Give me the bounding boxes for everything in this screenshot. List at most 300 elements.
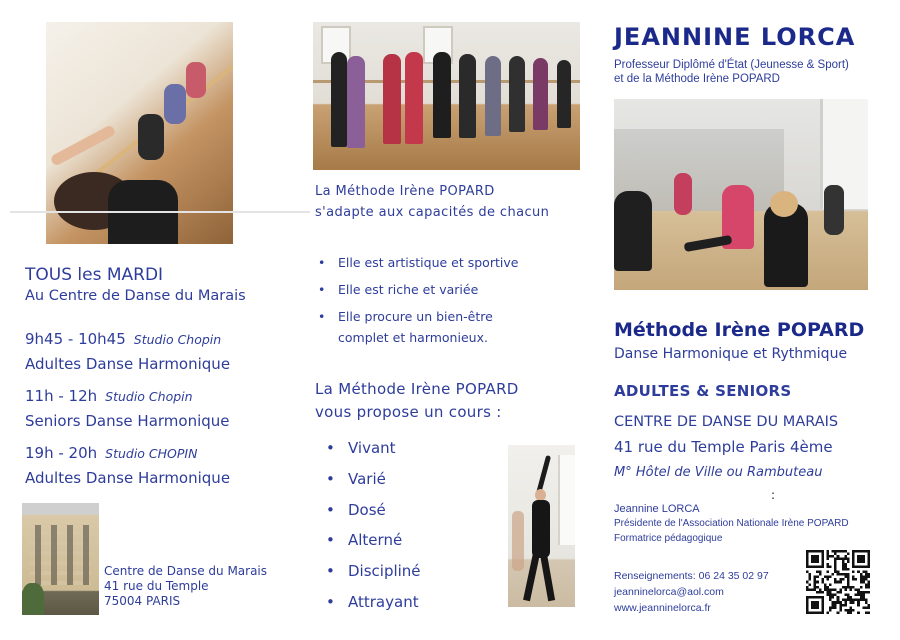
qr-module	[837, 555, 840, 558]
qr-module	[839, 604, 842, 607]
building-windows	[30, 525, 91, 585]
contact-role: Présidente de l'Association Nationale Irène POPARD	[614, 518, 849, 529]
qr-module	[834, 581, 837, 584]
qr-module	[847, 576, 850, 579]
qr-module	[826, 576, 829, 579]
qr-module	[834, 588, 837, 591]
list-item: • Dosé	[348, 495, 421, 526]
qr-module	[834, 560, 837, 563]
qr-module	[814, 583, 817, 586]
qr-module	[826, 563, 829, 566]
qr-module	[865, 586, 868, 589]
qr-module	[844, 588, 847, 591]
qr-module	[847, 586, 850, 589]
course-proposal	[315, 378, 519, 424]
qr-module	[862, 594, 865, 597]
qr-module	[816, 586, 819, 589]
qr-module	[857, 601, 860, 604]
qr-module	[850, 599, 853, 602]
qr-module	[826, 594, 829, 597]
qr-module	[842, 586, 845, 589]
qr-module	[850, 596, 853, 599]
qr-module	[839, 588, 842, 591]
qr-code-icon	[806, 550, 870, 614]
schedule-venue: Au Centre de Danse du Marais	[25, 288, 246, 304]
qr-module	[852, 570, 855, 573]
qr-module	[860, 581, 863, 584]
qr-module	[850, 611, 853, 614]
qr-module	[814, 588, 817, 591]
email-link[interactable]: jeanninelorca@aol.com	[614, 586, 724, 598]
qr-module	[829, 583, 832, 586]
qr-module	[839, 573, 842, 576]
method-intro-line: s'adapte aux capacités de chacun	[315, 205, 550, 220]
qr-module	[834, 594, 837, 597]
qr-module	[847, 553, 850, 556]
qr-module	[837, 573, 840, 576]
qr-module	[834, 553, 837, 556]
dancer-figure	[485, 56, 501, 136]
qr-module	[844, 568, 847, 571]
qr-module	[829, 599, 832, 602]
qr-module	[837, 591, 840, 594]
qr-module	[826, 611, 829, 614]
qr-module	[860, 573, 863, 576]
session	[25, 327, 230, 384]
session-studio: Studio CHOPIN	[105, 446, 198, 461]
qr-module	[844, 576, 847, 579]
qr-module	[850, 586, 853, 589]
qr-module	[862, 596, 865, 599]
contact-block	[614, 502, 849, 546]
qr-module	[824, 586, 827, 589]
session-class: Adultes Danse Harmonique	[25, 469, 231, 487]
info-block	[614, 568, 769, 616]
qr-module	[867, 591, 870, 594]
dancer-figure	[347, 56, 365, 148]
qr-module	[844, 594, 847, 597]
list-item: • Attrayant	[348, 587, 421, 618]
session-time-row	[25, 441, 230, 466]
session-studio: Studio Chopin	[105, 389, 193, 404]
qr-module	[839, 609, 842, 612]
qr-module	[814, 581, 817, 584]
qr-module	[809, 573, 812, 576]
qr-module	[824, 588, 827, 591]
qr-module	[829, 606, 832, 609]
teacher-name: JEANNINE LORCA	[614, 23, 856, 51]
qr-module	[837, 581, 840, 584]
method-subtitle: Danse Harmonique et Rythmique	[614, 346, 848, 362]
qr-module	[842, 599, 845, 602]
qr-module	[852, 601, 855, 604]
method-qualities-list	[338, 252, 528, 354]
dancer-figure	[164, 84, 186, 124]
qr-module	[860, 586, 863, 589]
qr-module	[867, 583, 870, 586]
qr-module	[839, 578, 842, 581]
qr-module	[862, 576, 865, 579]
dancer-body	[532, 500, 550, 558]
audience-label: ADULTES & SENIORS	[614, 382, 792, 400]
qr-module	[824, 583, 827, 586]
qr-module	[867, 573, 870, 576]
qr-module	[857, 594, 860, 597]
divider	[10, 211, 310, 213]
course-traits-list	[348, 433, 421, 618]
qr-module	[839, 581, 842, 584]
qr-module	[844, 550, 847, 553]
qr-module	[826, 553, 829, 556]
qr-module	[847, 558, 850, 561]
list-item: • Discipliné	[348, 556, 421, 587]
qr-module	[862, 606, 865, 609]
qr-module	[865, 583, 868, 586]
background-figure	[512, 511, 524, 571]
qr-module	[867, 611, 870, 614]
qr-module	[850, 609, 853, 612]
qr-module	[857, 570, 860, 573]
qr-module	[852, 578, 855, 581]
dancer-leg	[684, 235, 733, 252]
photo-chair-class	[614, 99, 868, 290]
qr-module	[847, 599, 850, 602]
qr-module	[826, 588, 829, 591]
qr-module	[816, 581, 819, 584]
qr-module	[826, 586, 829, 589]
qr-module	[826, 550, 829, 553]
phone-line: Renseignements: 06 24 35 02 97	[614, 570, 769, 582]
list-item: • Alterné	[348, 525, 421, 556]
qr-module	[834, 568, 837, 571]
list-item: • Vivant	[348, 433, 421, 464]
course-proposal-line: La Méthode Irène POPARD	[315, 380, 519, 398]
qr-module	[829, 555, 832, 558]
method-intro-line: La Méthode Irène POPARD	[315, 184, 495, 199]
qr-module	[806, 570, 809, 573]
qr-module	[839, 601, 842, 604]
qr-module	[844, 565, 847, 568]
qr-module	[857, 591, 860, 594]
dancer-figure	[433, 52, 451, 138]
list-item: • Elle est artistique et sportive	[338, 252, 528, 273]
qr-module	[844, 609, 847, 612]
photo-dancer	[508, 445, 575, 607]
qr-module	[829, 596, 832, 599]
qr-module	[847, 581, 850, 584]
dancer-figure	[614, 191, 652, 271]
qr-module	[829, 576, 832, 579]
list-item: • Varié	[348, 464, 421, 495]
dancer-figure	[533, 58, 548, 130]
session-time-row	[25, 384, 230, 409]
qr-module	[862, 599, 865, 602]
qr-module	[834, 558, 837, 561]
qr-module	[837, 611, 840, 614]
session-time: 11h - 12h	[25, 387, 98, 405]
dancer-hair	[770, 191, 798, 217]
qr-module	[857, 599, 860, 602]
qr-module	[837, 601, 840, 604]
course-proposal-line: vous propose un cours :	[315, 403, 502, 421]
qr-module	[826, 558, 829, 561]
dancer-figure	[824, 185, 844, 235]
qr-module	[819, 573, 822, 576]
qr-module	[865, 591, 868, 594]
qr-module	[842, 550, 845, 553]
session-time-row	[25, 327, 230, 352]
qr-module	[816, 591, 819, 594]
dancer-figure	[674, 173, 692, 215]
qr-module	[837, 550, 840, 553]
venue-address: 41 rue du Temple Paris 4ème	[614, 438, 833, 456]
qr-module	[850, 588, 853, 591]
qr-module	[829, 591, 832, 594]
qr-finder	[811, 555, 819, 563]
qr-module	[844, 563, 847, 566]
qr-module	[860, 578, 863, 581]
qr-module	[847, 609, 850, 612]
qr-module	[834, 550, 837, 553]
qr-module	[816, 576, 819, 579]
window	[558, 455, 575, 545]
qr-module	[837, 558, 840, 561]
qr-module	[865, 570, 868, 573]
qr-module	[809, 578, 812, 581]
qr-module	[852, 599, 855, 602]
qr-module	[824, 576, 827, 579]
qr-module	[839, 550, 842, 553]
session	[25, 384, 230, 441]
qr-module	[852, 576, 855, 579]
qr-module	[826, 555, 829, 558]
qr-module	[865, 576, 868, 579]
qr-module	[834, 570, 837, 573]
session-class: Adultes Danse Harmonique	[25, 355, 231, 373]
venue-name: CENTRE DE DANSE DU MARAIS	[614, 414, 839, 430]
session	[25, 441, 230, 498]
website-link[interactable]: www.jeanninelorca.fr	[614, 602, 711, 614]
address-line: Centre de Danse du Marais	[104, 564, 268, 578]
qr-module	[852, 609, 855, 612]
qr-module	[844, 555, 847, 558]
qr-module	[855, 594, 858, 597]
dancer-figure	[186, 62, 206, 98]
qr-module	[847, 578, 850, 581]
method-title: Méthode Irène POPARD	[614, 319, 865, 341]
qr-module	[834, 606, 837, 609]
qr-module	[865, 599, 868, 602]
dancer-arm	[50, 124, 117, 167]
qr-module	[844, 586, 847, 589]
qr-module	[821, 581, 824, 584]
qr-module	[855, 588, 858, 591]
qr-module	[814, 578, 817, 581]
qr-module	[862, 570, 865, 573]
qr-module	[852, 586, 855, 589]
qr-module	[814, 576, 817, 579]
address-line: 75004 PARIS	[104, 594, 181, 608]
qr-module	[834, 563, 837, 566]
session-studio: Studio Chopin	[133, 332, 222, 347]
qr-module	[855, 578, 858, 581]
qr-module	[860, 591, 863, 594]
dancer-figure	[138, 114, 164, 160]
session-class: Seniors Danse Harmonique	[25, 412, 230, 430]
qr-module	[865, 573, 868, 576]
qr-module	[862, 581, 865, 584]
dancer-figure	[383, 54, 401, 144]
qr-module	[842, 558, 845, 561]
qr-module	[847, 568, 850, 571]
qr-module	[832, 594, 835, 597]
qr-module	[839, 606, 842, 609]
qr-module	[847, 596, 850, 599]
dancer-figure	[459, 54, 476, 138]
session-list	[25, 327, 230, 498]
dancer-figure	[509, 56, 525, 132]
qr-module	[860, 599, 863, 602]
dancer-figure	[331, 52, 347, 147]
qr-module	[826, 591, 829, 594]
qr-module	[857, 588, 860, 591]
credential-line: Professeur Diplômé d'État (Jeunesse & Sport)	[614, 59, 849, 71]
qr-module	[829, 594, 832, 597]
qr-module	[832, 601, 835, 604]
qr-module	[865, 606, 868, 609]
qr-module	[850, 606, 853, 609]
qr-module	[842, 604, 845, 607]
qr-module	[829, 588, 832, 591]
qr-module	[839, 558, 842, 561]
metro-info: M° Hôtel de Ville ou Rambuteau	[614, 465, 823, 480]
dancer-figure	[557, 60, 571, 128]
qr-module	[865, 578, 868, 581]
contact-name: Jeannine LORCA	[614, 503, 700, 515]
qr-module	[844, 558, 847, 561]
qr-module	[857, 611, 860, 614]
schedule-heading: TOUS les MARDI	[25, 265, 164, 285]
teacher-credentials	[614, 58, 849, 86]
qr-module	[855, 599, 858, 602]
qr-module	[832, 588, 835, 591]
venue-address-block	[104, 564, 267, 609]
qr-module	[834, 604, 837, 607]
photo-barre-class	[313, 22, 580, 170]
qr-module	[842, 573, 845, 576]
qr-module	[867, 581, 870, 584]
qr-module	[819, 570, 822, 573]
qr-module	[819, 591, 822, 594]
qr-module	[867, 606, 870, 609]
qr-module	[842, 578, 845, 581]
qr-module	[821, 578, 824, 581]
qr-module	[867, 586, 870, 589]
qr-module	[847, 611, 850, 614]
qr-module	[832, 550, 835, 553]
qr-module	[806, 588, 809, 591]
qr-module	[847, 583, 850, 586]
qr-module	[837, 596, 840, 599]
qr-module	[809, 588, 812, 591]
qr-module	[834, 601, 837, 604]
qr-module	[837, 570, 840, 573]
list-item: • Elle est riche et variée	[338, 279, 528, 300]
qr-module	[860, 594, 863, 597]
qr-module	[847, 573, 850, 576]
qr-module	[834, 565, 837, 568]
qr-module	[867, 576, 870, 579]
qr-module	[860, 576, 863, 579]
address-line: 41 rue du Temple	[104, 579, 209, 593]
qr-module	[844, 604, 847, 607]
session-time: 19h - 20h	[25, 444, 98, 462]
list-item: • Elle procure un bien-être complet et harmonieux.	[338, 306, 528, 348]
qr-module	[832, 555, 835, 558]
qr-module	[816, 570, 819, 573]
qr-module	[842, 560, 845, 563]
qr-module	[865, 611, 868, 614]
qr-module	[829, 609, 832, 612]
qr-module	[862, 578, 865, 581]
stray-colon: :	[771, 488, 776, 502]
method-intro	[315, 181, 549, 223]
qr-module	[847, 560, 850, 563]
qr-module	[844, 601, 847, 604]
qr-module	[867, 604, 870, 607]
qr-module	[814, 586, 817, 589]
qr-module	[811, 588, 814, 591]
qr-module	[809, 583, 812, 586]
qr-module	[837, 599, 840, 602]
qr-module	[806, 586, 809, 589]
qr-module	[832, 606, 835, 609]
qr-module	[826, 570, 829, 573]
session-time: 9h45 - 10h45	[25, 330, 126, 348]
qr-finder	[857, 555, 865, 563]
dancer-figure	[405, 52, 423, 144]
qr-module	[857, 604, 860, 607]
courtyard-tree	[22, 583, 44, 615]
qr-module	[844, 573, 847, 576]
qr-module	[819, 588, 822, 591]
qr-module	[839, 591, 842, 594]
photo-building	[22, 503, 99, 615]
qr-module	[826, 565, 829, 568]
qr-module	[832, 573, 835, 576]
qr-module	[829, 565, 832, 568]
qr-module	[850, 601, 853, 604]
qr-module	[826, 578, 829, 581]
qr-module	[862, 591, 865, 594]
credential-line: et de la Méthode Irène POPARD	[614, 73, 780, 85]
qr-module	[821, 591, 824, 594]
dancer-leg	[540, 553, 555, 601]
qr-module	[844, 599, 847, 602]
qr-module	[842, 565, 845, 568]
qr-module	[865, 601, 868, 604]
qr-module	[809, 576, 812, 579]
qr-module	[832, 596, 835, 599]
qr-module	[847, 594, 850, 597]
dancer-leg	[523, 553, 540, 601]
qr-finder	[811, 601, 819, 609]
qr-module	[806, 581, 809, 584]
qr-module	[860, 596, 863, 599]
qr-module	[842, 563, 845, 566]
qr-module	[842, 568, 845, 571]
contact-role: Formatrice pédagogique	[614, 532, 723, 544]
